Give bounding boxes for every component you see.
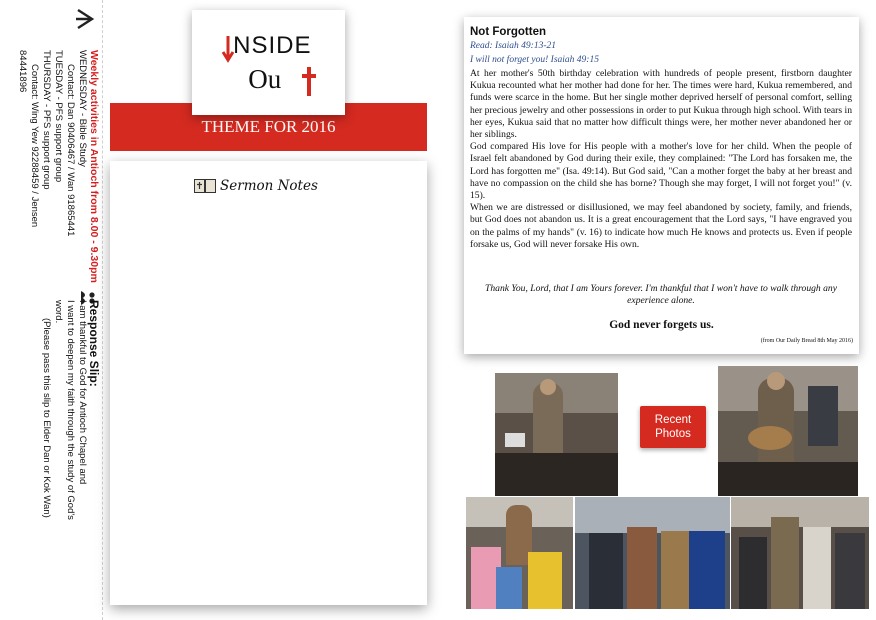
activity-line: Contact: Dan 90406467 / Wan 91865441: [65, 64, 76, 237]
response-line: (Please pass this slip to Elder Dan or Kok Wan): [41, 318, 52, 518]
devotional-card: [464, 17, 859, 354]
devotional-paragraph: At her mother's 50th birthday celebration with hundreds of people present, firstborn daughter Kukua recounted what her mother had done for her. The times were hard, Kukua remembered, and funds were scarce in the home. But her single mother deprived herself of personal comfort, selling her precious jewelry and other possessions in order to put Kukua through high school. With tears in her eyes, Kukua said that no matter how difficult things were, her mother never abandoned her or her siblings.: [470, 68, 852, 141]
response-line: word.: [53, 300, 64, 324]
weekly-activities: [16, 50, 100, 290]
devotional-body: [470, 68, 852, 251]
activity-line: TUESDAY - PFS support group: [53, 50, 64, 183]
devotional-source: (from Our Daily Bread 8th May 2016): [760, 338, 853, 344]
recent-photos-label: Recent Photos: [654, 414, 692, 440]
activity-line: 84441896: [17, 50, 28, 93]
activities-title: Weekly activities in Antioch from 8.00 - 9.30pm: [88, 50, 100, 283]
devotional-reading: Read: Isaiah 49:13-21: [470, 41, 557, 51]
devotional-paragraph: God compared His love for His people with a mother's love for her child. When the people of Israel felt abandoned by God during their exile, they complained: "The Lord has forsaken me, the Lord has forgotten me" (Isa. 49:14). But God said, "Can a mother forget the baby at her breast and have no compassion on the child she has borne? Though she may forget, I will not forget you!" (v. 15).: [470, 141, 852, 202]
logo-out-text: Ou: [248, 64, 282, 94]
photo-group-adults[interactable]: [575, 497, 730, 609]
photo-performer-singing[interactable]: [495, 373, 618, 496]
activity-line: THURSDAY - PFS support group: [41, 50, 52, 190]
church-logo-icon: [69, 8, 96, 30]
photo-group-children[interactable]: [466, 497, 573, 609]
activity-line: Contact: Wing Yew 92288459 / Jensen: [29, 64, 40, 228]
devotional-thought: God never forgets us.: [609, 319, 714, 331]
logo-inside-text: NSIDE: [233, 32, 312, 59]
sermon-notes-title: Sermon Notes: [220, 178, 318, 194]
sermon-notes-card: [110, 161, 427, 605]
fold-line: [102, 0, 104, 620]
devotional-paragraph: When we are distressed or disillusioned, we may feel abandoned by society, family, and friends, but God does not abandon us. It is a great encouragement that the Lord says, "I have engraved you on the palms of my hands" (v. 16) to indicate how much He knows and protects us. Even if people forsake us, God will never forsake His own.: [470, 202, 852, 250]
theme-banner-text: THEME FOR 2016: [201, 117, 336, 136]
bible-icon: [194, 178, 216, 199]
logo-graphic: [192, 10, 345, 115]
devotional-prayer: Thank You, Lord, that I am Yours forever. I'm thankful that I won't have to walk through any experience alone.: [485, 283, 837, 307]
activity-line: WEDNESDAY - Bible Study: [77, 50, 88, 167]
announcement-strip: [0, 0, 100, 620]
photo-group-youth[interactable]: [731, 497, 869, 609]
response-title: Response Slip:: [87, 300, 101, 387]
recent-photos-button[interactable]: [640, 406, 706, 448]
response-slip: [40, 300, 100, 610]
response-line: I want to deepen my faith through the study of God's: [65, 300, 76, 520]
inside-out-logo: [192, 10, 345, 115]
devotional-title: Not Forgotten: [470, 26, 547, 38]
photo-guitar-player[interactable]: [718, 366, 858, 496]
response-line: I am thankful to God for Antioch Chapel and: [77, 300, 88, 485]
devotional-key-verse: I will not forget you! Isaiah 49:15: [470, 55, 599, 65]
